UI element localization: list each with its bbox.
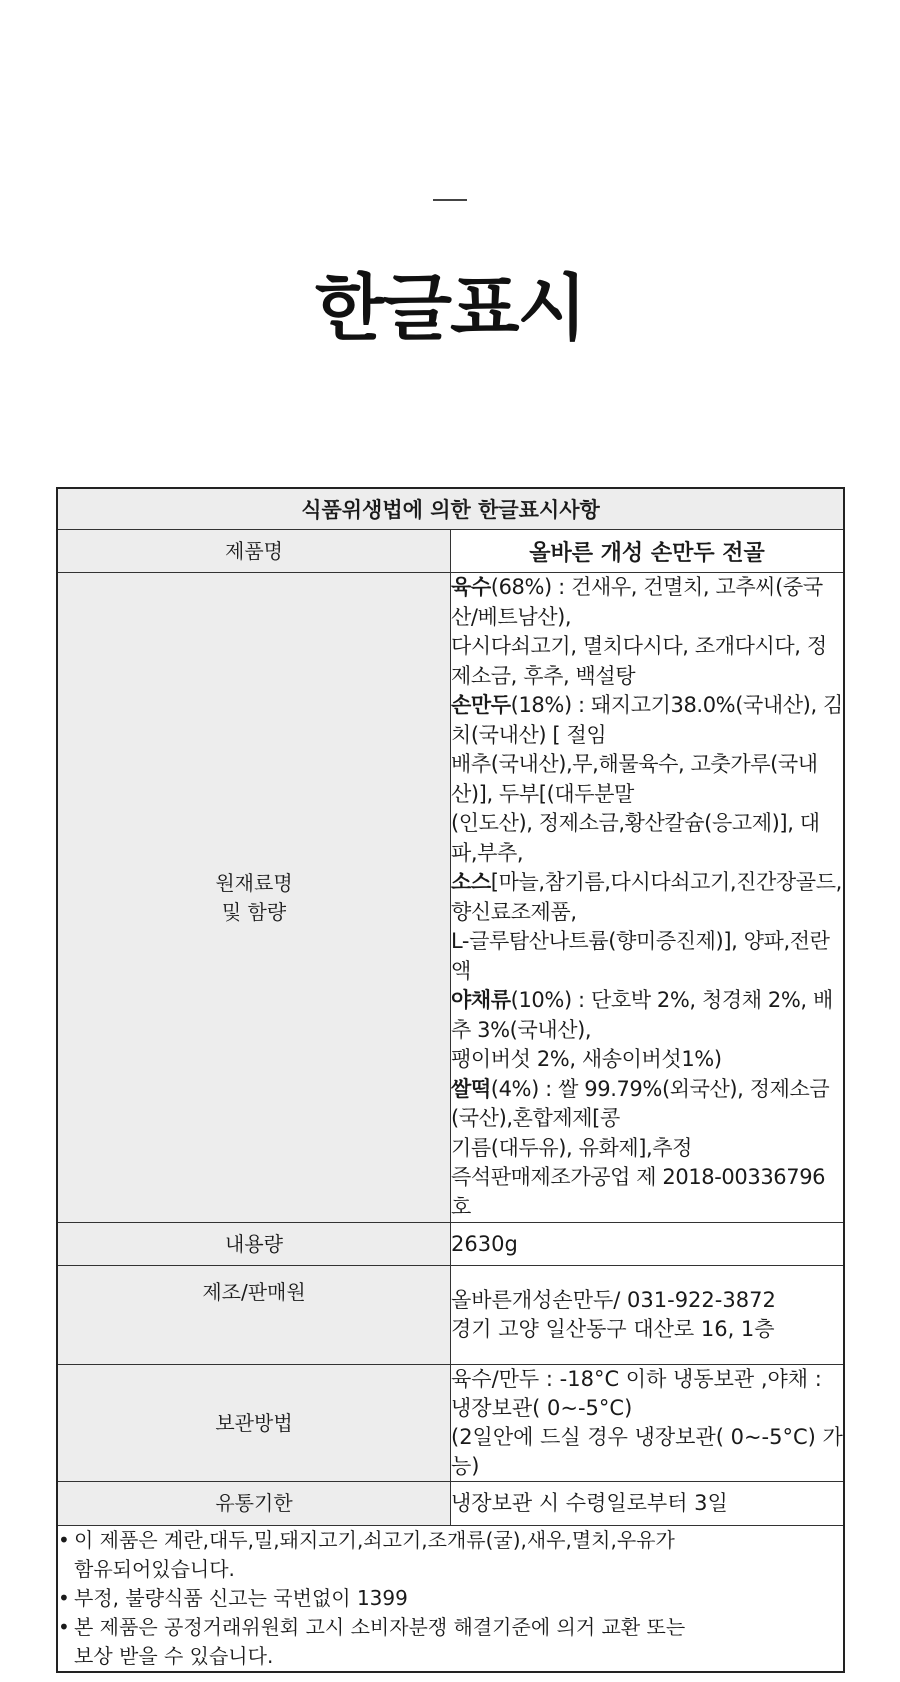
- notice-item: [58, 1613, 843, 1671]
- ingredient-line: 야채류(10%) : 단호박 2%, 청경채 2%, 배추 3%(국내산),: [451, 988, 833, 1042]
- ingredient-line: 즉석판매제조가공업 제 2018-00336796호: [451, 1165, 826, 1219]
- ingredients-label: [57, 573, 451, 1223]
- notice-text: 함유되어있습니다.: [74, 1557, 235, 1581]
- table-heading: 식품위생법에 의한 한글표시사항: [57, 488, 844, 530]
- product-name-value: 올바른 개성 손만두 전골: [451, 530, 845, 573]
- storage-label: 보관방법: [57, 1365, 451, 1482]
- ingredient-line: 기름(대두유), 유화제],추정: [451, 1135, 693, 1160]
- notice-text: 이 제품은 계란,대두,밀,돼지고기,쇠고기,조개류(굴),새우,멸치,우유가: [74, 1528, 675, 1552]
- notice-text: 보상 받을 수 있습니다.: [74, 1644, 274, 1668]
- expiry-value: 냉장보관 시 수령일로부터 3일: [451, 1482, 845, 1526]
- storage-row: [57, 1365, 844, 1482]
- manufacturer-row: [57, 1266, 844, 1365]
- ingredient-line: 소스[마늘,참기름,다시다쇠고기,진간장골드, 향신료조제품,: [451, 870, 842, 924]
- bullet-icon: •: [58, 1528, 70, 1552]
- ingredient-line: (인도산), 정제소금,황산칼슘(응고제)], 대파,부추,: [451, 811, 820, 865]
- ingredients-label-line1: 원재료명: [215, 870, 293, 895]
- table-heading-row: [57, 488, 844, 530]
- ingredient-line: 쌀떡(4%) : 쌀 99.79%(외국산), 정제소금(국산),혼합제제[콩: [451, 1076, 830, 1130]
- storage-line: 육수/만두 : -18°C 이하 냉동보관 ,야채 : 냉장보관( 0~-5°C): [451, 1367, 822, 1420]
- notice-text: 부정, 불량식품 신고는 국번없이 1399: [74, 1586, 408, 1610]
- net-weight-label: 내용량: [57, 1223, 451, 1266]
- notice-item: [58, 1584, 843, 1613]
- notes-row: [57, 1526, 844, 1673]
- page-title: 한글표시: [314, 266, 586, 350]
- ingredient-line: L-글루탐산나트륨(향미증진제)], 양파,전란액: [451, 929, 830, 983]
- manufacturer-value: [451, 1266, 845, 1365]
- product-name-label: 제품명: [57, 530, 451, 573]
- ingredients-row: [57, 573, 844, 1223]
- bullet-icon: •: [58, 1586, 70, 1610]
- expiry-label: 유통기한: [57, 1482, 451, 1526]
- storage-value: [451, 1365, 845, 1482]
- notice-text: 본 제품은 공정거래위원회 고시 소비자분쟁 해결기준에 의거 교환 또는: [74, 1615, 686, 1639]
- ingredient-line: 다시다쇠고기, 멸치다시다, 조개다시다, 정제소금, 후추, 백설탕: [451, 634, 827, 688]
- ingredient-line: 팽이버섯 2%, 새송이버섯1%): [451, 1047, 722, 1071]
- net-weight-row: [57, 1223, 844, 1266]
- ingredient-line: 손만두(18%) : 돼지고기38.0%(국내산), 김치(국내산) [ 절임: [451, 693, 843, 747]
- manufacturer-label: 제조/판매원: [57, 1266, 451, 1365]
- product-name-row: [57, 530, 844, 573]
- manufacturer-name-phone: 올바른개성손만두/ 031-922-3872: [451, 1288, 776, 1312]
- notes-cell: [57, 1526, 844, 1673]
- ingredient-line: 배추(국내산),무,해물육수, 고춧가루(국내산)], 두부[(대두분말: [451, 752, 818, 806]
- ingredients-value: [451, 573, 845, 1223]
- food-label-table: [56, 487, 845, 1673]
- ingredient-line: 육수(68%) : 건새우, 건멸치, 고추씨(중국산/베트남산),: [451, 575, 823, 629]
- notice-item: [58, 1526, 843, 1584]
- manufacturer-address: 경기 고양 일산동구 대산로 16, 1층: [451, 1317, 775, 1341]
- net-weight-value: 2630g: [451, 1223, 845, 1266]
- ingredients-label-line2: 및 함량: [221, 899, 287, 924]
- title-dash-decoration: [433, 199, 467, 201]
- storage-line: (2일안에 드실 경우 냉장보관( 0~-5°C) 가능): [451, 1425, 843, 1478]
- bullet-icon: •: [58, 1615, 70, 1639]
- expiry-row: [57, 1482, 844, 1526]
